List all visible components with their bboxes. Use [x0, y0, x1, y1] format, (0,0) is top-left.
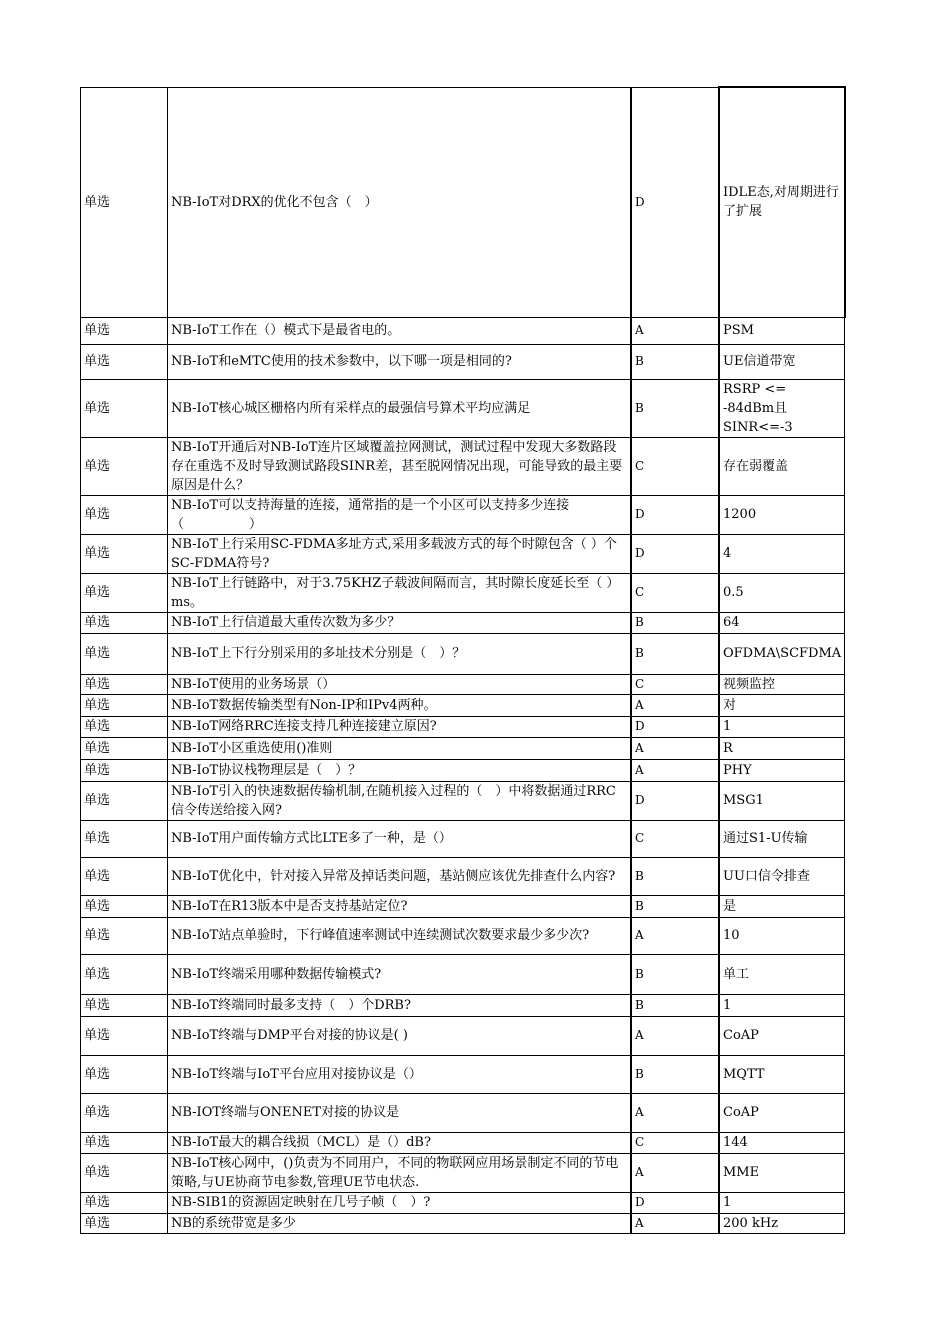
answer-cell[interactable]: A	[631, 317, 719, 344]
option-text-cell[interactable]: 单工	[719, 954, 845, 994]
question-type-cell[interactable]: 单选	[81, 317, 168, 344]
option-text-cell[interactable]: UU口信令排查	[719, 857, 845, 895]
table-row	[81, 917, 845, 954]
question-type-cell[interactable]: 单选	[81, 917, 168, 954]
answer-cell[interactable]: A	[631, 759, 719, 781]
answer-cell[interactable]: B	[631, 954, 719, 994]
table-row	[81, 633, 845, 674]
table-row	[81, 1055, 845, 1093]
table-row	[81, 87, 845, 317]
option-text-cell[interactable]: CoAP	[719, 1093, 845, 1132]
question-text-cell[interactable]: NB-IoT站点单验时，下行峰值速率测试中连续测试次数要求最少多少次?	[168, 917, 632, 954]
answer-cell[interactable]: D	[631, 495, 719, 534]
question-type-cell[interactable]: 单选	[81, 737, 168, 759]
answer-cell[interactable]: B	[631, 857, 719, 895]
answer-cell[interactable]: C	[631, 820, 719, 857]
table-row	[81, 820, 845, 857]
option-text-cell[interactable]: 1	[719, 1192, 845, 1213]
question-type-cell[interactable]: 单选	[81, 344, 168, 379]
option-text-cell[interactable]: OFDMA\SCFDMA	[719, 633, 845, 674]
answer-cell[interactable]: C	[631, 674, 719, 694]
option-text-cell[interactable]: MME	[719, 1153, 845, 1192]
option-text-cell[interactable]: 0.5	[719, 573, 845, 612]
table-row	[81, 954, 845, 994]
question-type-cell[interactable]: 单选	[81, 1055, 168, 1093]
question-text-cell[interactable]: NB-IoT最大的耦合线损（MCL）是（）dB?	[168, 1132, 632, 1153]
answer-cell[interactable]: C	[631, 573, 719, 612]
question-type-cell[interactable]: 单选	[81, 954, 168, 994]
answer-cell[interactable]: A	[631, 1093, 719, 1132]
question-type-cell[interactable]: 单选	[81, 1213, 168, 1233]
question-type-cell[interactable]: 单选	[81, 857, 168, 895]
answer-cell[interactable]: C	[631, 1132, 719, 1153]
question-text-cell[interactable]: NB-IoT核心城区栅格内所有采样点的最强信号算术平均应满足	[168, 379, 632, 437]
option-text-cell[interactable]: 1200	[719, 495, 845, 534]
question-type-cell[interactable]: 单选	[81, 1132, 168, 1153]
option-text-cell[interactable]: 10	[719, 917, 845, 954]
answer-cell[interactable]: B	[631, 633, 719, 674]
question-text-cell[interactable]: NB的系统带宽是多少	[168, 1213, 632, 1233]
option-text-cell[interactable]: UE信道带宽	[719, 344, 845, 379]
question-text-cell[interactable]: NB-IoT上行信道最大重传次数为多少？	[168, 612, 632, 633]
table-row	[81, 694, 845, 716]
answer-cell[interactable]: A	[631, 694, 719, 716]
question-type-cell[interactable]: 单选	[81, 674, 168, 694]
option-text-cell[interactable]: MQTT	[719, 1055, 845, 1093]
question-type-cell[interactable]: 单选	[81, 495, 168, 534]
table-row	[81, 495, 845, 534]
answer-cell[interactable]: B	[631, 1055, 719, 1093]
option-text-cell[interactable]: IDLE态,对周期进行了扩展	[719, 87, 845, 317]
table-row	[81, 1132, 845, 1153]
table-row	[81, 344, 845, 379]
question-text-cell[interactable]: NB-IoT开通后对NB-IoT连片区域覆盖拉网测试，测试过程中发现大多数路段存在重选不及时导致测试路段SINR差，甚至脱网情况出现，可能导致的最主要原因是什么？	[168, 437, 632, 495]
table-row	[81, 1093, 845, 1132]
answer-cell[interactable]: B	[631, 994, 719, 1016]
question-text-cell[interactable]: NB-IoT使用的业务场景（）	[168, 674, 632, 694]
table-row	[81, 737, 845, 759]
question-type-cell[interactable]: 单选	[81, 781, 168, 820]
table-row	[81, 573, 845, 612]
answer-cell[interactable]: C	[631, 437, 719, 495]
question-type-cell[interactable]: 单选	[81, 1016, 168, 1055]
table-row	[81, 895, 845, 917]
option-text-cell[interactable]: 4	[719, 534, 845, 573]
question-text-cell[interactable]: NB-IoT终端与DMP平台对接的协议是( )	[168, 1016, 632, 1055]
table-row	[81, 437, 845, 495]
question-type-cell[interactable]: 单选	[81, 895, 168, 917]
answer-cell[interactable]: A	[631, 1016, 719, 1055]
answer-cell[interactable]: A	[631, 917, 719, 954]
question-text-cell[interactable]: NB-IoT上行链路中，对于3.75KHZ子载波间隔而言，其时隙长度延长至（ ）ms。	[168, 573, 632, 612]
question-type-cell[interactable]: 单选	[81, 379, 168, 437]
question-text-cell[interactable]: NB-IoT对DRX的优化不包含（ ）	[168, 87, 632, 317]
question-type-cell[interactable]: 单选	[81, 573, 168, 612]
question-text-cell[interactable]: NB-IoT网络RRC连接支持几种连接建立原因?	[168, 716, 632, 737]
table-row	[81, 317, 845, 344]
answer-cell[interactable]: B	[631, 895, 719, 917]
table-row	[81, 1153, 845, 1192]
question-type-cell[interactable]: 单选	[81, 994, 168, 1016]
table-row	[81, 994, 845, 1016]
question-type-cell[interactable]: 单选	[81, 694, 168, 716]
question-type-cell[interactable]: 单选	[81, 716, 168, 737]
question-type-cell[interactable]: 单选	[81, 87, 168, 317]
question-text-cell[interactable]: NB-IoT和eMTC使用的技术参数中，以下哪一项是相同的?	[168, 344, 632, 379]
option-text-cell[interactable]: 是	[719, 895, 845, 917]
option-text-cell[interactable]: 1	[719, 716, 845, 737]
option-text-cell[interactable]: 视频监控	[719, 674, 845, 694]
option-text-cell[interactable]: RSRP <= -84dBm且SINR<=-3	[719, 379, 845, 437]
question-text-cell[interactable]: NB-IoT在R13版本中是否支持基站定位?	[168, 895, 632, 917]
answer-cell[interactable]: D	[631, 534, 719, 573]
question-type-cell[interactable]: 单选	[81, 1093, 168, 1132]
question-text-cell[interactable]: NB-IoT优化中，针对接入异常及掉话类问题，基站侧应该优先排查什么内容?	[168, 857, 632, 895]
question-text-cell[interactable]: NB-SIB1的资源固定映射在几号子帧（ ）?	[168, 1192, 632, 1213]
option-text-cell[interactable]: PSM	[719, 317, 845, 344]
option-text-cell[interactable]: 1	[719, 994, 845, 1016]
option-text-cell[interactable]: CoAP	[719, 1016, 845, 1055]
table-row	[81, 781, 845, 820]
question-text-cell[interactable]: NB-IoT小区重选使用()准则	[168, 737, 632, 759]
question-text-cell[interactable]: NB-IoT工作在（）模式下是最省电的。	[168, 317, 632, 344]
answer-cell[interactable]: A	[631, 1153, 719, 1192]
question-text-cell[interactable]: NB-IoT上行采用SC-FDMA多址方式,采用多载波方式的每个时隙包含（ ）个SC-FDMA符号?	[168, 534, 632, 573]
answer-cell[interactable]: A	[631, 737, 719, 759]
question-text-cell[interactable]: NB-IoT协议栈物理层是（ ）？	[168, 759, 632, 781]
option-text-cell[interactable]: 144	[719, 1132, 845, 1153]
answer-cell[interactable]: B	[631, 612, 719, 633]
question-text-cell[interactable]: NB-IOT终端与ONENET对接的协议是	[168, 1093, 632, 1132]
option-text-cell[interactable]: 200 kHz	[719, 1213, 845, 1233]
question-type-cell[interactable]: 单选	[81, 1153, 168, 1192]
option-text-cell[interactable]: R	[719, 737, 845, 759]
question-type-cell[interactable]: 单选	[81, 633, 168, 674]
answer-cell[interactable]: A	[631, 1213, 719, 1233]
question-type-cell[interactable]: 单选	[81, 437, 168, 495]
table-row	[81, 534, 845, 573]
option-text-cell[interactable]: 64	[719, 612, 845, 633]
table-row	[81, 759, 845, 781]
question-type-cell[interactable]: 单选	[81, 820, 168, 857]
question-type-cell[interactable]: 单选	[81, 759, 168, 781]
table-row	[81, 716, 845, 737]
question-text-cell[interactable]: NB-IoT数据传输类型有Non-IP和IPv4两种。	[168, 694, 632, 716]
question-text-cell[interactable]: NB-IoT用户面传输方式比LTE多了一种，是（）	[168, 820, 632, 857]
question-text-cell[interactable]: NB-IoT终端与IoT平台应用对接协议是（）	[168, 1055, 632, 1093]
question-text-cell[interactable]: NB-IoT引入的快速数据传输机制,在随机接入过程的（ ）中将数据通过RRC信令传送给接入网?	[168, 781, 632, 820]
table-row	[81, 1016, 845, 1055]
table-row	[81, 1192, 845, 1213]
question-text-cell[interactable]: NB-IoT终端同时最多支持（ ）个DRB?	[168, 994, 632, 1016]
table-row	[81, 857, 845, 895]
answer-cell[interactable]: D	[631, 716, 719, 737]
answer-cell[interactable]: D	[631, 87, 719, 317]
answer-cell[interactable]: D	[631, 781, 719, 820]
answer-cell[interactable]: D	[631, 1192, 719, 1213]
table-row	[81, 1213, 845, 1233]
option-text-cell[interactable]: 对	[719, 694, 845, 716]
option-text-cell[interactable]: MSG1	[719, 781, 845, 820]
question-type-cell[interactable]: 单选	[81, 1192, 168, 1213]
option-text-cell[interactable]: 存在弱覆盖	[719, 437, 845, 495]
question-type-cell[interactable]: 单选	[81, 534, 168, 573]
option-text-cell[interactable]: PHY	[719, 759, 845, 781]
option-text-cell[interactable]: 通过S1-U传输	[719, 820, 845, 857]
question-text-cell[interactable]: NB-IoT可以支持海量的连接，通常指的是一个小区可以支持多少连接（ ）	[168, 495, 632, 534]
question-text-cell[interactable]: NB-IoT终端采用哪种数据传输模式?	[168, 954, 632, 994]
question-type-cell[interactable]: 单选	[81, 612, 168, 633]
answer-cell[interactable]: B	[631, 344, 719, 379]
answer-cell[interactable]: B	[631, 379, 719, 437]
table-row	[81, 612, 845, 633]
question-text-cell[interactable]: NB-IoT上下行分别采用的多址技术分别是（ ）？	[168, 633, 632, 674]
question-text-cell[interactable]: NB-IoT核心网中，()负责为不同用户，不同的物联网应用场景制定不同的节电策略,与UE协商节电参数,管理UE节电状态.	[168, 1153, 632, 1192]
table-row	[81, 379, 845, 437]
table-row	[81, 674, 845, 694]
question-table	[80, 86, 846, 1234]
